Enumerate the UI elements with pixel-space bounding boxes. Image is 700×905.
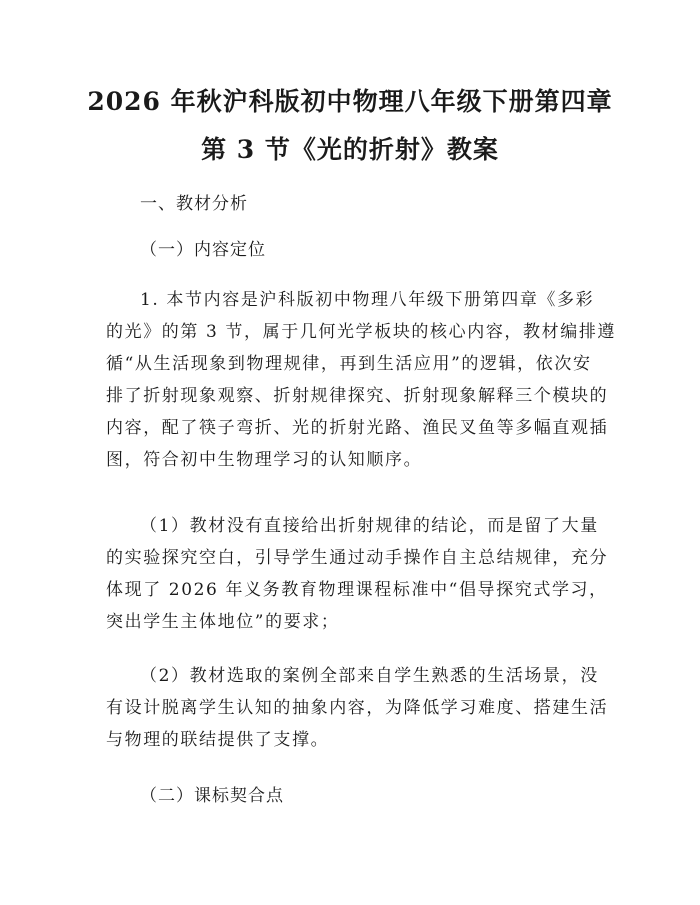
- paragraph-line: 与物理的联结提供了支撑。: [106, 730, 330, 750]
- paragraph-line: 的实验探究空白，引导学生通过动手操作自主总结规律，充分: [106, 548, 609, 568]
- paragraph-line: 图，符合初中生物理学习的认知顺序。: [106, 450, 423, 470]
- paragraph-line: 的光》的第 3 节，属于几何光学板块的核心内容，教材编排遵: [106, 322, 617, 342]
- paragraph-line: 1. 本节内容是沪科版初中物理八年级下册第四章《多彩: [140, 290, 595, 310]
- document-title-line-2: 第 3 节《光的折射》教案: [201, 135, 499, 164]
- paragraph-content-overview: [106, 284, 617, 476]
- paragraph-line: 排了折射现象观察、折射规律探究、折射现象解释三个模块的: [106, 386, 609, 406]
- paragraph-line: 体现了 2026 年义务教育物理课程标准中“倡导探究式学习，: [106, 580, 608, 600]
- subsection-heading-content-positioning: （一）内容定位: [140, 240, 266, 260]
- paragraph-line: 内容，配了筷子弯折、光的折射光路、渔民叉鱼等多幅直观插: [106, 418, 609, 438]
- section-heading-teaching-material-analysis: 一、教材分析: [140, 194, 248, 214]
- paragraph-point-2: [106, 660, 609, 756]
- paragraph-point-1: [106, 510, 609, 638]
- subsection-heading-curriculum-standard-alignment: （二）课标契合点: [140, 786, 284, 806]
- paragraph-line: （1）教材没有直接给出折射规律的结论，而是留了大量: [140, 516, 599, 536]
- paragraph-line: （2）教材选取的案例全部来自学生熟悉的生活场景，没: [140, 666, 599, 686]
- paragraph-line: 循“从生活现象到物理规律，再到生活应用”的逻辑，依次安: [106, 354, 592, 374]
- paragraph-line: 有设计脱离学生认知的抽象内容，为降低学习难度、搭建生活: [106, 698, 609, 718]
- paragraph-line: 突出学生主体地位”的要求；: [106, 612, 340, 632]
- document-title-line-1: 2026 年秋沪科版初中物理八年级下册第四章: [87, 87, 613, 116]
